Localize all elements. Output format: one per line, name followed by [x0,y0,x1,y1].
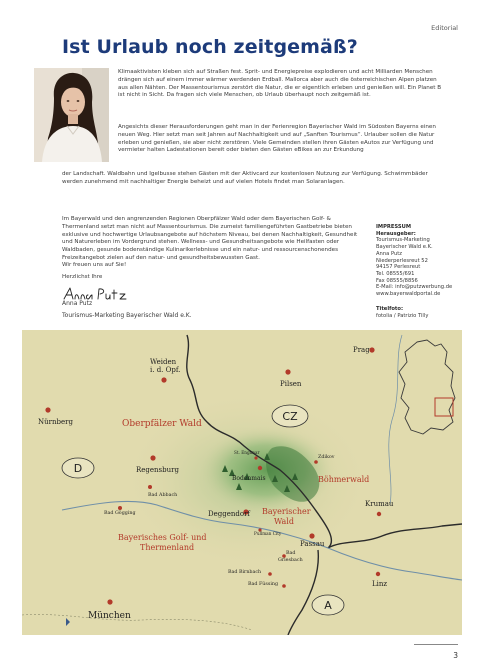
paragraph-intro: Klimaaktivisten kleben sich auf Straßen fest. Sprit- und Energiepreise explodieren und acht Milliarden Menschen drängen sich auf einem immer wärmer werdenden Erdball. Mallorca aber auch die österreichischen Alpen platzen aus allen Nähten. Der Massentourismus zerstört die Natur, die er eigentlich erleben und genießen will. Ein Planet B ist nicht in Sicht. Da fragen sich viele Menschen, ob Urlaub überhaupt noch zeitgemäß ist. [118,69,442,99]
region-bayerischer-wald: Bayerischer [262,507,311,516]
city-pullman-city: Pullman City [254,531,282,536]
paragraph-region-continued: der Landschaft. Waldbahn und Igelbusse stehen Gästen mit der Aktivcard zur kostenlosen Nutzung zur Verfügung. Schwimmbäder werden zunehmend mit nachhaltiger Energie beheizt und auf vielen Hotels findet man Solaranlagen. [62,171,428,185]
page-number: 3 [453,651,458,660]
city-bad-fuessing: Bad Füssing [248,582,279,587]
city-bad-griesbach: Bad [286,551,296,556]
author-photo [34,68,109,162]
country-code-d: D [73,462,83,475]
impressum-email[interactable]: E-Mail: info@putzwerbung.de [376,284,453,291]
city-deggendorf: Deggendorf [208,510,250,518]
impressum-line: Tourismus-Marketing [376,237,430,244]
city-krumau: Krumau [365,500,394,508]
paragraph-neighbours: Im Bayerwald und den angrenzenden Regionen Oberpfälzer Wald oder dem Bayerischen Golf- & Thermenland setzt man nicht auf Massentourismus. Die zumeist familiengeführten Gastbetriebe bieten exklusive und hochwertige Urlaubsangebote auf höchstem Niveau, bei denen Nachhaltigkeit, Gesundheit und Naturerleben im Vordergrund stehen. Wellness- und Gesundheitsangebote wie Heilfasten oder Waldbaden, gesunde bodenständige Kulinarikerlebnisse und ein natur- und ressourcenschonendes Freizeitangebot zielen auf den natur- und gesundheitsbewussten Gast. [62,216,358,261]
city-bad-griesbach-2: Griesbach [278,558,303,563]
photo-credit-text: fotolia / Patrizio Tilly [376,312,429,319]
city-bad-goegging: Bad Gögging [104,511,136,516]
country-code-cz: CZ [282,410,298,423]
region-golf-thermenland-2: Thermenland [140,543,195,552]
signature-name: Anna Putz [62,300,93,307]
impressum-line: Anna Putz [376,250,403,257]
impressum-line: Niederperlesreut 52 [376,257,428,264]
page-rule [414,644,458,645]
city-regensburg: Regensburg [136,466,179,474]
region-oberpfaelzer-wald: Oberpfälzer Wald [122,419,202,429]
impressum-subheading: Herausgeber: [376,230,416,237]
impressum-line: Bayerischer Wald e.K. [376,244,433,251]
impressum-line: Fax 08555/8856 [376,277,418,284]
city-pilsen: Pilsen [280,380,302,388]
country-code-a: A [324,599,332,612]
city-st-englmar: St. Englmar [234,450,260,455]
greeting: Wir freuen uns auf Sie! [62,262,127,268]
country-badge-d [62,458,94,478]
country-badge-cz [272,405,308,427]
impressum-website[interactable]: www.bayerwaldportal.de [376,291,441,298]
region-golf-thermenland: Bayerisches Golf- und [118,533,207,542]
impressum-line: Tel. 08555/691 [376,270,415,277]
closing: Herzlichst Ihre [62,274,103,280]
section-label: Editorial [431,24,458,32]
city-nuernberg: Nürnberg [38,418,73,426]
impressum [376,224,468,298]
impressum-line: 94157 Perlesreut [376,264,421,271]
page-title: Ist Urlaub noch zeitgemäß? [62,36,358,58]
city-weiden-suffix: i. d. Opf. [150,366,181,374]
photo-credit-heading: Titelfoto: [376,306,404,312]
city-prag: Prag [353,346,370,354]
photo-credit [376,306,468,319]
city-linz: Linz [372,580,388,588]
signature-organisation: Tourismus-Marketing Bayerischer Wald e.K. [62,312,192,319]
city-bodenmais: Bodenmais [232,475,266,482]
city-zdikov: Zdikov [318,455,335,460]
city-bad-birnbach: Bad Birnbach [228,570,262,575]
region-bayerischer-wald-2: Wald [274,517,294,526]
region-map [22,330,462,635]
city-bad-abbach: Bad Abbach [148,493,178,498]
country-badge-a [312,595,344,615]
city-weiden: Weiden [150,358,177,366]
impressum-heading: IMPRESSUM [376,224,412,230]
region-boehmerwald: Böhmerwald [318,475,370,484]
city-muenchen: München [88,611,131,621]
paragraph-region: Angesichts dieser Herausforderungen geht man in der Ferienregion Bayerischer Wald im Südosten Bayerns einen neuen Weg. Hier setzt man seit Jahren auf Nachhaltigkeit und auf „Sanften Tourismus“. Urlauber sollen die Natur erleben und genießen, sie aber nicht zerstören. Viele Gemeinden stellen ihren Gästen eAutos zur Verfügung und vermieter halten Ladestationen bereit oder bieten den Gästen eBikes an zur Erkundung [118,124,436,154]
city-passau: Passau [300,540,325,548]
